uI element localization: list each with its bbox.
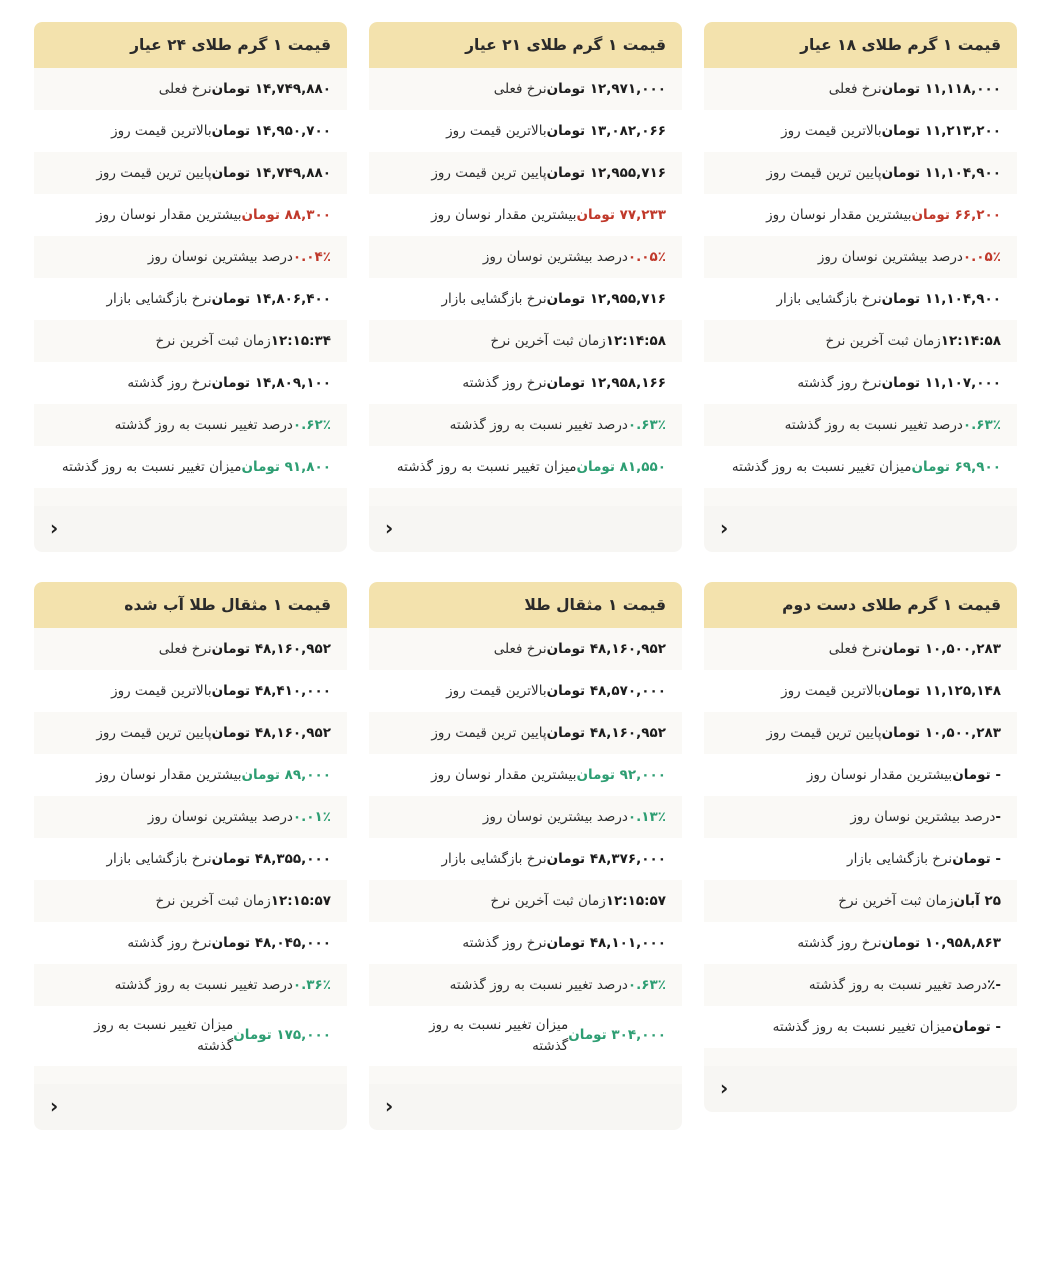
table-row bbox=[34, 1006, 347, 1066]
row-value-change_amount_vs_yesterday: ۱۷۵,۰۰۰ تومان bbox=[233, 1027, 331, 1044]
card-footer bbox=[704, 1066, 1017, 1112]
row-label-max_fluctuation_percent: درصد بیشترین نوسان روز bbox=[482, 248, 628, 265]
row-value-change_amount_vs_yesterday: ۳۰۴,۰۰۰ تومان bbox=[568, 1027, 666, 1044]
row-label-day_high: بالاترین قیمت روز bbox=[111, 122, 212, 139]
table-row bbox=[369, 628, 682, 670]
row-value-max_fluctuation_amount: ۷۷,۲۳۳ تومان bbox=[576, 206, 666, 223]
table-row bbox=[34, 110, 347, 152]
price-card-mesghal-gold bbox=[369, 582, 682, 1130]
row-label-max_fluctuation_percent: درصد بیشترین نوسان روز bbox=[147, 248, 293, 265]
row-value-yesterday_rate: ۱۲,۹۵۸,۱۶۶ تومان bbox=[546, 374, 666, 391]
row-value-yesterday_rate: ۱۱,۱۰۷,۰۰۰ تومان bbox=[881, 374, 1001, 391]
row-value-max_fluctuation_amount: ۸۹,۰۰۰ تومان bbox=[241, 766, 331, 783]
row-label-market_open_rate: نرخ بازگشایی بازار bbox=[106, 850, 212, 867]
table-row bbox=[704, 964, 1017, 1006]
row-label-last_update_time: زمان ثبت آخرین نرخ bbox=[490, 892, 606, 909]
table-row bbox=[704, 68, 1017, 110]
card-footer bbox=[34, 1084, 347, 1130]
card-title: قیمت ۱ مثقال طلا bbox=[369, 582, 682, 628]
table-row bbox=[369, 670, 682, 712]
row-value-change_amount_vs_yesterday: ۶۹,۹۰۰ تومان bbox=[911, 458, 1001, 475]
card-title: قیمت ۱ گرم طلای ۱۸ عیار bbox=[704, 22, 1017, 68]
row-value-current_rate: ۱۲,۹۷۱,۰۰۰ تومان bbox=[546, 80, 666, 97]
table-row bbox=[369, 236, 682, 278]
row-value-day_high: ۱۱,۱۲۵,۱۴۸ تومان bbox=[881, 682, 1001, 699]
row-value-max_fluctuation_percent: ۰.۰۴٪ bbox=[292, 248, 331, 265]
table-row bbox=[34, 152, 347, 194]
row-value-max_fluctuation_amount: - تومان bbox=[952, 766, 1001, 783]
row-label-max_fluctuation_percent: درصد بیشترین نوسان روز bbox=[817, 248, 963, 265]
row-label-day_high: بالاترین قیمت روز bbox=[781, 682, 882, 699]
row-value-current_rate: ۴۸,۱۶۰,۹۵۲ تومان bbox=[546, 640, 666, 657]
row-value-change_amount_vs_yesterday: ۹۱,۸۰۰ تومان bbox=[241, 458, 331, 475]
table-row bbox=[34, 628, 347, 670]
chevron-left-icon[interactable]: ‹ bbox=[385, 516, 394, 540]
row-label-max_fluctuation_amount: بیشترین مقدار نوسان روز bbox=[431, 766, 577, 783]
row-label-market_open_rate: نرخ بازگشایی بازار bbox=[441, 850, 547, 867]
card-footer bbox=[704, 506, 1017, 552]
row-label-day_high: بالاترین قیمت روز bbox=[446, 122, 547, 139]
row-label-max_fluctuation_amount: بیشترین مقدار نوسان روز bbox=[96, 206, 242, 223]
table-row bbox=[369, 964, 682, 1006]
row-label-max_fluctuation_amount: بیشترین مقدار نوسان روز bbox=[431, 206, 577, 223]
row-label-change_percent_vs_yesterday: درصد تغییر نسبت به روز گذشته bbox=[114, 976, 293, 993]
price-card-gold-18k bbox=[704, 22, 1017, 552]
row-label-current_rate: نرخ فعلی bbox=[828, 640, 882, 657]
row-label-day_low: پایین ترین قیمت روز bbox=[96, 164, 212, 181]
table-row bbox=[34, 754, 347, 796]
card-footer bbox=[369, 1084, 682, 1130]
table-row bbox=[704, 152, 1017, 194]
price-card-gold-21k bbox=[369, 22, 682, 552]
row-value-max_fluctuation_percent: ۰.۰۱٪ bbox=[292, 808, 331, 825]
table-row bbox=[704, 838, 1017, 880]
row-label-market_open_rate: نرخ بازگشایی بازار bbox=[106, 290, 212, 307]
row-label-market_open_rate: نرخ بازگشایی بازار bbox=[847, 850, 953, 867]
table-row bbox=[369, 152, 682, 194]
row-value-yesterday_rate: ۱۴,۸۰۹,۱۰۰ تومان bbox=[211, 374, 331, 391]
row-value-change_amount_vs_yesterday: ۸۱,۵۵۰ تومان bbox=[576, 458, 666, 475]
row-value-market_open_rate: ۴۸,۳۵۵,۰۰۰ تومان bbox=[211, 850, 331, 867]
table-row bbox=[34, 68, 347, 110]
row-label-max_fluctuation_amount: بیشترین مقدار نوسان روز bbox=[96, 766, 242, 783]
table-row bbox=[369, 404, 682, 446]
table-row bbox=[369, 194, 682, 236]
row-label-day_low: پایین ترین قیمت روز bbox=[431, 164, 547, 181]
price-card-gold-24k bbox=[34, 22, 347, 552]
price-card-gold-secondhand bbox=[704, 582, 1017, 1112]
row-label-change_amount_vs_yesterday: میزان تغییر نسبت به روز گذشته bbox=[772, 1018, 953, 1035]
row-value-change_percent_vs_yesterday: ۰.۶۳٪ bbox=[627, 976, 666, 993]
row-value-last_update_time: ۱۲:۱۵:۵۷ bbox=[270, 892, 331, 909]
row-value-current_rate: ۱۴,۷۴۹,۸۸۰ تومان bbox=[211, 80, 331, 97]
row-value-yesterday_rate: ۴۸,۱۰۱,۰۰۰ تومان bbox=[546, 934, 666, 951]
row-value-max_fluctuation_percent: ۰.۰۵٪ bbox=[962, 248, 1001, 265]
table-row bbox=[704, 236, 1017, 278]
row-label-current_rate: نرخ فعلی bbox=[828, 80, 882, 97]
table-row bbox=[369, 754, 682, 796]
row-label-yesterday_rate: نرخ روز گذشته bbox=[797, 374, 882, 391]
row-value-current_rate: ۱۰,۵۰۰,۲۸۳ تومان bbox=[881, 640, 1001, 657]
chevron-left-icon[interactable]: ‹ bbox=[720, 516, 729, 540]
table-row bbox=[34, 362, 347, 404]
card-footer bbox=[369, 506, 682, 552]
row-label-day_low: پایین ترین قیمت روز bbox=[431, 724, 547, 741]
spacer-row bbox=[704, 1048, 1017, 1066]
table-row bbox=[704, 880, 1017, 922]
table-row bbox=[34, 838, 347, 880]
chevron-left-icon[interactable]: ‹ bbox=[720, 1076, 729, 1100]
table-row bbox=[704, 278, 1017, 320]
table-row bbox=[34, 922, 347, 964]
table-row bbox=[34, 964, 347, 1006]
row-value-day_low: ۱۴,۷۴۹,۸۸۰ تومان bbox=[211, 164, 331, 181]
table-row bbox=[704, 320, 1017, 362]
row-value-change_amount_vs_yesterday: - تومان bbox=[952, 1018, 1001, 1035]
table-row bbox=[369, 68, 682, 110]
card-footer bbox=[34, 506, 347, 552]
row-value-last_update_time: ۲۵ آبان bbox=[953, 892, 1001, 909]
row-value-last_update_time: ۱۲:۱۵:۵۷ bbox=[605, 892, 666, 909]
row-value-yesterday_rate: ۱۰,۹۵۸,۸۶۳ تومان bbox=[881, 934, 1001, 951]
card-row-top bbox=[34, 22, 1016, 552]
row-label-max_fluctuation_amount: بیشترین مقدار نوسان روز bbox=[766, 206, 912, 223]
row-label-change_percent_vs_yesterday: درصد تغییر نسبت به روز گذشته bbox=[449, 976, 628, 993]
table-row bbox=[34, 712, 347, 754]
row-value-current_rate: ۱۱,۱۱۸,۰۰۰ تومان bbox=[881, 80, 1001, 97]
row-label-max_fluctuation_percent: درصد بیشترین نوسان روز bbox=[147, 808, 293, 825]
row-value-yesterday_rate: ۴۸,۰۴۵,۰۰۰ تومان bbox=[211, 934, 331, 951]
row-value-market_open_rate: - تومان bbox=[952, 850, 1001, 867]
row-label-change_percent_vs_yesterday: درصد تغییر نسبت به روز گذشته bbox=[784, 416, 963, 433]
row-label-change_amount_vs_yesterday: میزان تغییر نسبت به روز گذشته bbox=[94, 1017, 234, 1054]
table-row bbox=[34, 236, 347, 278]
table-row bbox=[34, 320, 347, 362]
table-row bbox=[704, 628, 1017, 670]
row-label-yesterday_rate: نرخ روز گذشته bbox=[127, 934, 212, 951]
row-label-current_rate: نرخ فعلی bbox=[158, 640, 212, 657]
row-value-change_percent_vs_yesterday: ۰.۳۶٪ bbox=[292, 976, 331, 993]
row-label-max_fluctuation_percent: درصد بیشترین نوسان روز bbox=[850, 808, 996, 825]
row-label-last_update_time: زمان ثبت آخرین نرخ bbox=[838, 892, 954, 909]
row-value-change_percent_vs_yesterday: -٪ bbox=[987, 976, 1001, 993]
row-value-market_open_rate: ۴۸,۳۷۶,۰۰۰ تومان bbox=[546, 850, 666, 867]
row-label-day_high: بالاترین قیمت روز bbox=[781, 122, 882, 139]
chevron-left-icon[interactable]: ‹ bbox=[50, 1093, 59, 1118]
table-row bbox=[369, 1006, 682, 1066]
table-row bbox=[369, 838, 682, 880]
row-label-change_amount_vs_yesterday: میزان تغییر نسبت به روز گذشته bbox=[396, 458, 577, 475]
row-value-last_update_time: ۱۲:۱۴:۵۸ bbox=[940, 332, 1001, 349]
row-value-max_fluctuation_percent: ۰.۰۵٪ bbox=[627, 248, 666, 265]
table-row bbox=[34, 404, 347, 446]
row-label-max_fluctuation_percent: درصد بیشترین نوسان روز bbox=[482, 808, 628, 825]
row-value-last_update_time: ۱۲:۱۴:۵۸ bbox=[605, 332, 666, 349]
table-row bbox=[369, 278, 682, 320]
row-label-last_update_time: زمان ثبت آخرین نرخ bbox=[490, 332, 606, 349]
table-row bbox=[369, 446, 682, 488]
table-row bbox=[704, 922, 1017, 964]
row-label-max_fluctuation_amount: بیشترین مقدار نوسان روز bbox=[806, 766, 953, 783]
table-row bbox=[704, 446, 1017, 488]
table-row bbox=[34, 194, 347, 236]
row-value-change_percent_vs_yesterday: ۰.۶۳٪ bbox=[627, 416, 666, 433]
row-value-day_low: ۱۲,۹۵۵,۷۱۶ تومان bbox=[546, 164, 666, 181]
card-title: قیمت ۱ گرم طلای دست دوم bbox=[704, 582, 1017, 628]
row-value-max_fluctuation_amount: ۸۸,۳۰۰ تومان bbox=[241, 206, 331, 223]
row-value-market_open_rate: ۱۴,۸۰۶,۴۰۰ تومان bbox=[211, 290, 331, 307]
table-row bbox=[704, 110, 1017, 152]
row-value-max_fluctuation_amount: ۹۲,۰۰۰ تومان bbox=[576, 766, 666, 783]
table-row bbox=[369, 362, 682, 404]
card-title: قیمت ۱ گرم طلای ۲۱ عیار bbox=[369, 22, 682, 68]
row-label-market_open_rate: نرخ بازگشایی بازار bbox=[776, 290, 882, 307]
row-label-current_rate: نرخ فعلی bbox=[493, 80, 547, 97]
table-row bbox=[369, 712, 682, 754]
row-label-day_high: بالاترین قیمت روز bbox=[446, 682, 547, 699]
table-row bbox=[704, 754, 1017, 796]
row-value-day_high: ۱۳,۰۸۲,۰۶۶ تومان bbox=[546, 122, 666, 139]
row-label-last_update_time: زمان ثبت آخرین نرخ bbox=[155, 892, 271, 909]
row-label-yesterday_rate: نرخ روز گذشته bbox=[462, 934, 547, 951]
row-value-max_fluctuation_percent: - bbox=[995, 808, 1001, 825]
row-value-day_low: ۱۰,۵۰۰,۲۸۳ تومان bbox=[881, 724, 1001, 741]
row-label-last_update_time: زمان ثبت آخرین نرخ bbox=[825, 332, 941, 349]
row-label-change_percent_vs_yesterday: درصد تغییر نسبت به روز گذشته bbox=[808, 976, 988, 993]
row-value-day_high: ۱۴,۹۵۰,۷۰۰ تومان bbox=[211, 122, 331, 139]
spacer-row bbox=[369, 1066, 682, 1084]
row-value-max_fluctuation_percent: ۰.۱۳٪ bbox=[627, 808, 666, 825]
row-value-day_high: ۱۱,۲۱۳,۲۰۰ تومان bbox=[881, 122, 1001, 139]
row-label-last_update_time: زمان ثبت آخرین نرخ bbox=[155, 332, 271, 349]
table-row bbox=[34, 278, 347, 320]
row-label-yesterday_rate: نرخ روز گذشته bbox=[462, 374, 547, 391]
card-row-bottom bbox=[34, 582, 1016, 1130]
table-row bbox=[704, 1006, 1017, 1048]
row-value-last_update_time: ۱۲:۱۵:۳۴ bbox=[270, 332, 331, 349]
table-row bbox=[369, 922, 682, 964]
chevron-left-icon[interactable]: ‹ bbox=[385, 1093, 394, 1118]
row-label-change_amount_vs_yesterday: میزان تغییر نسبت به روز گذشته bbox=[731, 458, 912, 475]
row-label-day_low: پایین ترین قیمت روز bbox=[766, 164, 882, 181]
table-row bbox=[704, 404, 1017, 446]
spacer-row bbox=[34, 1066, 347, 1084]
table-row bbox=[34, 446, 347, 488]
table-row bbox=[369, 796, 682, 838]
table-row bbox=[704, 796, 1017, 838]
table-row bbox=[34, 670, 347, 712]
chevron-left-icon[interactable]: ‹ bbox=[50, 516, 59, 540]
row-label-day_low: پایین ترین قیمت روز bbox=[96, 724, 212, 741]
row-label-change_percent_vs_yesterday: درصد تغییر نسبت به روز گذشته bbox=[114, 416, 293, 433]
row-value-change_percent_vs_yesterday: ۰.۶۲٪ bbox=[292, 416, 331, 433]
spacer-row bbox=[369, 488, 682, 506]
spacer-row bbox=[34, 488, 347, 506]
row-label-current_rate: نرخ فعلی bbox=[493, 640, 547, 657]
row-label-current_rate: نرخ فعلی bbox=[158, 80, 212, 97]
row-value-current_rate: ۴۸,۱۶۰,۹۵۲ تومان bbox=[211, 640, 331, 657]
row-value-market_open_rate: ۱۲,۹۵۵,۷۱۶ تومان bbox=[546, 290, 666, 307]
row-label-change_amount_vs_yesterday: میزان تغییر نسبت به روز گذشته bbox=[429, 1017, 569, 1054]
spacer-row bbox=[704, 488, 1017, 506]
row-label-day_low: پایین ترین قیمت روز bbox=[766, 724, 882, 741]
row-value-market_open_rate: ۱۱,۱۰۴,۹۰۰ تومان bbox=[881, 290, 1001, 307]
row-value-change_percent_vs_yesterday: ۰.۶۳٪ bbox=[962, 416, 1001, 433]
table-row bbox=[369, 320, 682, 362]
row-label-yesterday_rate: نرخ روز گذشته bbox=[127, 374, 212, 391]
row-value-max_fluctuation_amount: ۶۶,۲۰۰ تومان bbox=[911, 206, 1001, 223]
price-card-mesghal-melted bbox=[34, 582, 347, 1130]
row-value-day_high: ۴۸,۴۱۰,۰۰۰ تومان bbox=[211, 682, 331, 699]
card-title: قیمت ۱ گرم طلای ۲۴ عیار bbox=[34, 22, 347, 68]
table-row bbox=[369, 110, 682, 152]
row-value-day_low: ۴۸,۱۶۰,۹۵۲ تومان bbox=[211, 724, 331, 741]
row-value-day_low: ۴۸,۱۶۰,۹۵۲ تومان bbox=[546, 724, 666, 741]
table-row bbox=[34, 880, 347, 922]
row-label-change_percent_vs_yesterday: درصد تغییر نسبت به روز گذشته bbox=[449, 416, 628, 433]
table-row bbox=[34, 796, 347, 838]
row-label-yesterday_rate: نرخ روز گذشته bbox=[797, 934, 882, 951]
table-row bbox=[704, 362, 1017, 404]
card-title: قیمت ۱ مثقال طلا آب شده bbox=[34, 582, 347, 628]
table-row bbox=[704, 712, 1017, 754]
row-label-day_high: بالاترین قیمت روز bbox=[111, 682, 212, 699]
row-value-day_low: ۱۱,۱۰۴,۹۰۰ تومان bbox=[881, 164, 1001, 181]
table-row bbox=[369, 880, 682, 922]
row-label-change_amount_vs_yesterday: میزان تغییر نسبت به روز گذشته bbox=[61, 458, 242, 475]
row-label-market_open_rate: نرخ بازگشایی بازار bbox=[441, 290, 547, 307]
row-value-day_high: ۴۸,۵۷۰,۰۰۰ تومان bbox=[546, 682, 666, 699]
table-row bbox=[704, 670, 1017, 712]
table-row bbox=[704, 194, 1017, 236]
